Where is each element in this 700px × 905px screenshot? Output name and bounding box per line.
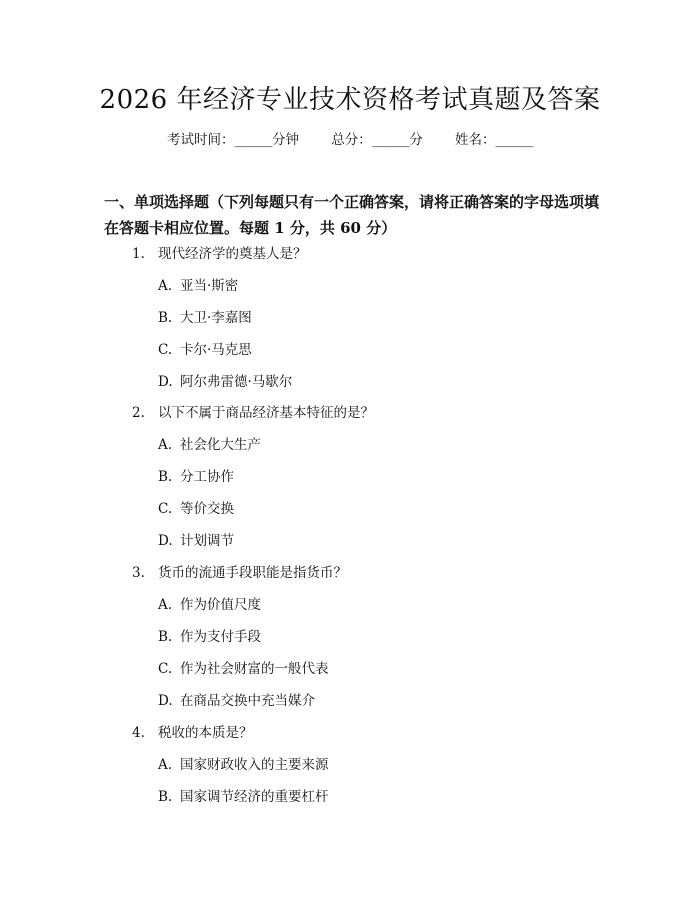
option-letter: D. — [158, 693, 173, 709]
option-2d — [158, 531, 234, 551]
option-text: 社会化大生产 — [180, 437, 261, 453]
question-number: 2. — [132, 405, 145, 421]
option-text: 在商品交换中充当媒介 — [180, 693, 315, 709]
option-text: 国家调节经济的重要杠杆 — [180, 789, 329, 805]
option-text: 作为社会财富的一般代表 — [180, 661, 329, 677]
option-2b — [158, 467, 234, 487]
option-letter: A. — [158, 278, 173, 294]
name-blank: ______ — [495, 132, 534, 148]
option-4b — [158, 787, 329, 807]
total-score-blank: ______ — [371, 132, 410, 148]
page-title: 2026 年经济专业技术资格考试真题及答案 — [99, 85, 601, 115]
option-letter: C. — [158, 501, 173, 517]
option-1c — [158, 340, 252, 360]
exam-time-unit: 分钟 — [271, 132, 299, 148]
exam-time-blank: ______ — [234, 132, 272, 148]
option-letter: A. — [158, 437, 173, 453]
option-letter: B. — [158, 789, 173, 805]
option-letter: D. — [158, 533, 173, 549]
option-text: 阿尔弗雷德·马歇尔 — [180, 374, 293, 390]
question-text: 税收的本质是？ — [158, 725, 253, 741]
total-score-unit: 分 — [409, 132, 423, 148]
question-3 — [132, 563, 347, 583]
option-text: 作为价值尺度 — [180, 597, 261, 613]
question-text: 以下不属于商品经济基本特征的是？ — [158, 405, 374, 421]
exam-info-row — [0, 130, 700, 150]
question-1 — [132, 244, 307, 264]
option-3c — [158, 659, 329, 679]
option-letter: B. — [158, 629, 173, 645]
option-3a — [158, 595, 261, 615]
option-1b — [158, 308, 252, 328]
option-letter: C. — [158, 661, 173, 677]
option-text: 大卫·李嘉图 — [180, 310, 252, 326]
option-text: 等价交换 — [180, 501, 234, 517]
option-letter: A. — [158, 597, 173, 613]
exam-time-label: 考试时间： — [166, 132, 235, 148]
name-field — [455, 130, 533, 150]
option-1a — [158, 276, 238, 296]
option-text: 亚当·斯密 — [180, 278, 239, 294]
option-3d — [158, 691, 315, 711]
option-3b — [158, 627, 261, 647]
question-4 — [132, 723, 253, 743]
question-2 — [132, 403, 374, 423]
total-score-label: 总分： — [331, 132, 372, 148]
option-letter: B. — [158, 469, 173, 485]
option-text: 分工协作 — [180, 469, 234, 485]
option-2a — [158, 435, 261, 455]
name-label: 姓名： — [455, 132, 496, 148]
question-text: 现代经济学的奠基人是？ — [158, 246, 307, 262]
option-letter: B. — [158, 310, 173, 326]
option-text: 卡尔·马克思 — [180, 342, 252, 358]
section-heading: 一、单项选择题（下列每题只有一个正确答案，请将正确答案的字母选项填在答题卡相应位置。每题 1 分，共 60 分） — [104, 193, 600, 237]
option-text: 计划调节 — [180, 533, 234, 549]
total-score-field — [331, 130, 423, 150]
option-letter: D. — [158, 374, 173, 390]
option-1d — [158, 372, 292, 392]
question-number: 1. — [132, 246, 145, 262]
option-text: 作为支付手段 — [180, 629, 261, 645]
option-letter: A. — [158, 757, 173, 773]
question-number: 4. — [132, 725, 145, 741]
question-number: 3. — [132, 565, 145, 581]
option-text: 国家财政收入的主要来源 — [180, 757, 329, 773]
option-4a — [158, 755, 329, 775]
option-letter: C. — [158, 342, 173, 358]
question-text: 货币的流通手段职能是指货币？ — [158, 565, 347, 581]
option-2c — [158, 499, 234, 519]
exam-time-field — [167, 130, 299, 150]
